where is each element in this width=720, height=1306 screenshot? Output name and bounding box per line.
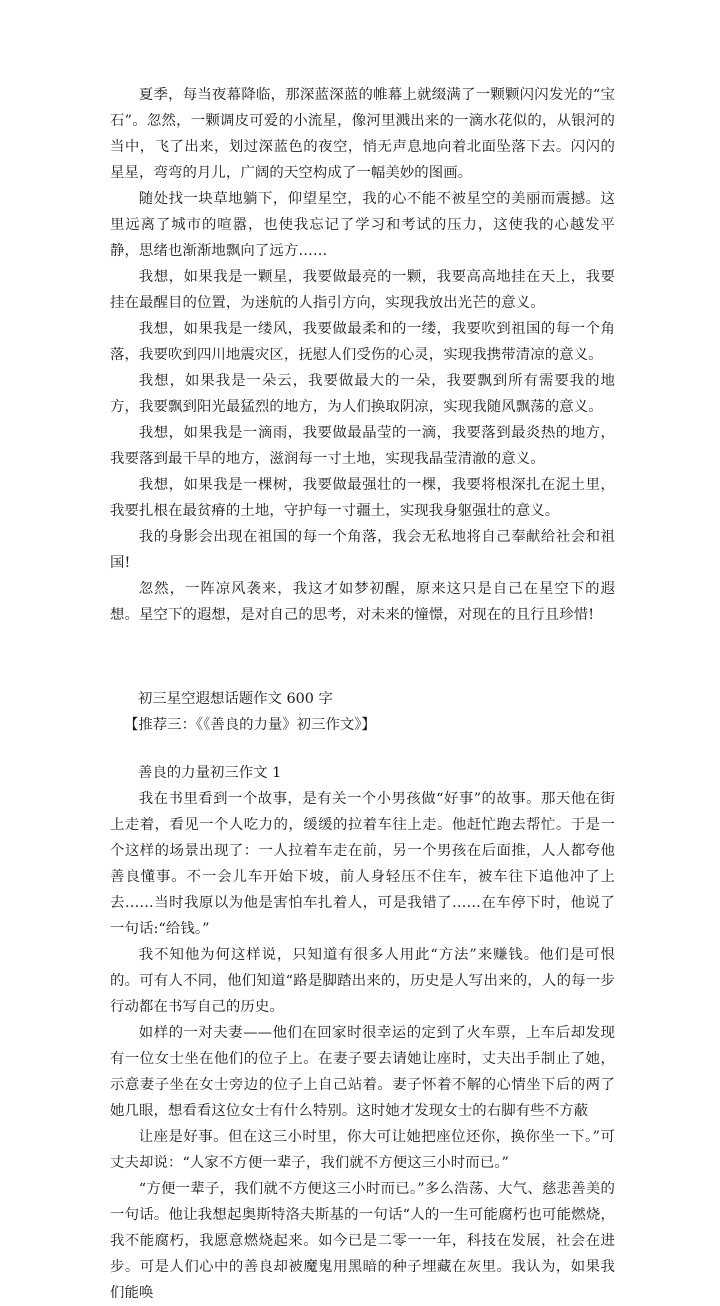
paragraph: 如样的一对夫妻——他们在回家时很幸运的定到了火车票，上车后却发现有一位女士坐在他们的位子上。在妻子要去请她让座时，丈夫出手制止了她，示意妻子坐在女士旁边的位子上自己站着。妻子怀着不解的心情坐下后的两了她几眼，想看看这位女士有什么特别。这时她才发现女士的右脚有些不方蔽 [110, 1025, 615, 1119]
spacer [110, 628, 615, 686]
paragraph: 让座是好事。但在这三小时里，你大可让她把座位还你，换你坐一下。”可丈夫却说：“人家不方便一辈子，我们就不方便这三小时而已。” [110, 1129, 615, 1171]
spacer [110, 738, 615, 760]
paragraph: 忽然，一阵凉风袭来，我这才如梦初醒，原来这只是自己在星空下的遐想。星空下的遐想，是对自己的思考，对未来的憧憬，对现在的且行且珍惜! [110, 581, 615, 623]
paragraph: 我想，如果我是一缕风，我要做最柔和的一缕，我要吹到祖国的每一个角落，我要吹到四川地震灾区，抚慰人们受伤的心灵，实现我携带清凉的意义。 [110, 321, 615, 363]
paragraph: 随处找一块草地躺下，仰望星空，我的心不能不被星空的美丽而震撼。这里远离了城市的喧嚣，也使我忘记了学习和考试的压力，这使我的心越发平静，思绪也渐渐地飘向了远方…… [110, 191, 615, 259]
document-page [110, 82, 615, 1306]
paragraph: 我不知他为何这样说，只知道有很多人用此“方法”来赚钱。他们是可恨的。可有人不同，他们知道“路是脚踏出来的，历史是人写出来的，人的每一步行动都在书写自己的历史。 [110, 947, 615, 1015]
recommendation-heading: 【推荐三：《《善良的力量》初三作文》】 [124, 717, 376, 733]
essay-kindness [110, 786, 615, 1306]
paragraph: 我在书里看到一个故事，是有关一个小男孩做“好事”的故事。那天他在街上走着，看见一个人吃力的，缓缓的拉着车往上走。他赶忙跑去帮忙。于是一个这样的场景出现了：一人拉着车走在前，另一个男孩在后面推，人人都夸他善良懂事。不一会儿车开始下坡，前人身轻压不住车，被车往下追他冲了上去……当时我原以为他是害怕车扎着人，可是我错了……在车停下时，他说了一句话:“给钱。” [110, 791, 615, 937]
essay-title: 善良的力量初三作文 1 [138, 765, 282, 781]
paragraph: 我想，如果我是一棵树，我要做最强壮的一棵，我要将根深扎在泥土里，我要扎根在最贫瘠的土地，守护每一寸疆土，实现我身躯强壮的意义。 [110, 477, 615, 519]
essay-title: 初三星空遐想话题作文 600 字 [138, 691, 333, 707]
paragraph: 夏季，每当夜幕降临，那深蓝深蓝的帷幕上就缀满了一颗颗闪闪发光的“宝石”。忽然，一颗调皮可爱的小流星，像河里溅出来的一滴水花似的，从银河的当中，飞了出来，划过深蓝色的夜空，悄无声息地向着北面坠落下去。闪闪的星星，弯弯的月儿，广阔的天空构成了一幅美妙的图画。 [110, 87, 615, 181]
paragraph: 我想，如果我是一滴雨，我要做最晶莹的一滴，我要落到最炎热的地方，我要落到最干旱的地方，滋润每一寸土地，实现我晶莹清澈的意义。 [110, 425, 615, 467]
paragraph: “方便一辈子，我们就不方便这三小时而已。”多么浩荡、大气、慈悲善美的一句话。他让我想起奥斯特洛夫斯基的一句话“人的一生可能腐朽也可能燃烧，我不能腐朽，我愿意燃烧起来。如今已是二零一一年，科技在发展，社会在进步。可是人们心中的善良却被魔鬼用黑暗的种子埋藏在灰里。我认为，如果我们能唤 [110, 1181, 615, 1301]
paragraph: 我想，如果我是一颗星，我要做最亮的一颗，我要高高地挂在天上，我要挂在最醒目的位置，为迷航的人指引方向，实现我放出光芒的意义。 [110, 269, 615, 311]
paragraph: 我的身影会出现在祖国的每一个角落，我会无私地将自己奉献给社会和祖国! [110, 529, 615, 571]
essay-stargazing [110, 82, 615, 628]
paragraph: 我想，如果我是一朵云，我要做最大的一朵，我要飘到所有需要我的地方，我要飘到阳光最猛烈的地方，为人们换取阴凉，实现我随风飘荡的意义。 [110, 373, 615, 415]
